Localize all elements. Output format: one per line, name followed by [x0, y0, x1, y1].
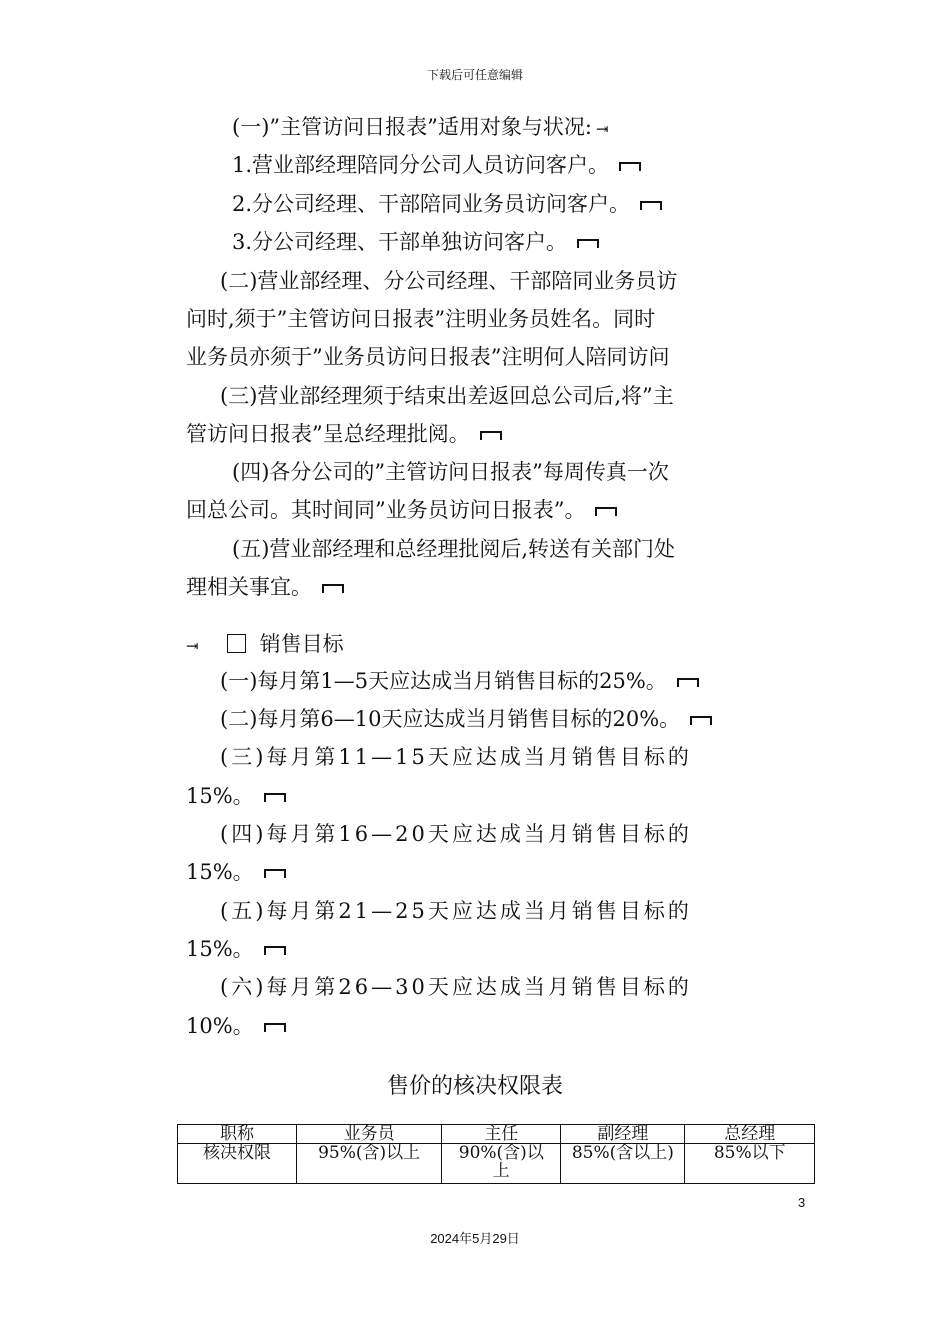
paragraph-mark-icon — [322, 584, 344, 593]
row-cell: 90%(含)以上 — [442, 1144, 561, 1184]
para2-line1: (二)营业部经理、分公司经理、干部陪同业务员访 — [220, 269, 678, 293]
para1-item3-text: 3.分公司经理、干部单独访问客户。 — [232, 230, 568, 254]
para2-line3: 业务员亦须于”业务员访问日报表”注明何人陪同访问 — [186, 345, 670, 369]
target-5-line2-text: 15%。 — [186, 937, 254, 961]
target-4-line2 — [186, 860, 286, 884]
para2-line2: 问时,须于”主管访问日报表”注明业务员姓名。同时 — [186, 307, 656, 331]
target-5-line1: (五)每月第21—25天应达成当月销售目标的 — [220, 899, 692, 923]
paragraph-mark-icon — [480, 431, 502, 440]
paragraph-mark-icon — [264, 869, 286, 878]
paragraph-mark-icon — [577, 239, 599, 248]
header-cell: 职称 — [178, 1125, 297, 1144]
para5-line2-text: 理相关事宜。 — [186, 575, 312, 599]
paragraph-mark-icon — [264, 946, 286, 955]
section-title: 销售目标 — [259, 632, 344, 656]
section-heading — [186, 632, 344, 658]
paragraph-mark-icon — [640, 201, 662, 210]
paragraph-mark-icon — [677, 678, 699, 687]
authority-table — [177, 1124, 815, 1184]
target-5-line2 — [186, 937, 286, 961]
para1-item2 — [232, 192, 662, 216]
target-1-text: (一)每月第1—5天应达成当月销售目标的25%。 — [220, 669, 667, 693]
target-3-line2 — [186, 784, 286, 808]
target-2 — [220, 707, 712, 731]
table-row — [178, 1144, 815, 1184]
paragraph-mark-icon — [690, 716, 712, 725]
target-4-line1: (四)每月第16—20天应达成当月销售目标的 — [220, 822, 692, 846]
target-2-text: (二)每月第6—10天应达成当月销售目标的20%。 — [220, 707, 681, 731]
para4-line1: (四)各分公司的”主管访问日报表”每周传真一次 — [232, 460, 669, 484]
table-header-row — [178, 1125, 815, 1144]
para4-line2 — [186, 498, 617, 522]
target-3-line2-text: 15%。 — [186, 784, 254, 808]
header-cell: 总经理 — [685, 1125, 815, 1144]
header-cell: 副经理 — [561, 1125, 685, 1144]
table-title: 售价的核决权限表 — [386, 1074, 563, 1099]
paragraph-mark-icon — [264, 1023, 286, 1032]
para4-line2-text: 回总公司。其时间同”业务员访问日报表”。 — [186, 498, 586, 522]
row-cell: 核决权限 — [178, 1144, 297, 1184]
para5-line2 — [186, 575, 344, 599]
para1-item1-text: 1.营业部经理陪同分公司人员访问客户。 — [232, 153, 610, 177]
paragraph-mark-icon — [595, 507, 617, 516]
tab-mark-icon: ⇥ — [595, 120, 609, 138]
target-6-line1: (六)每月第26—30天应达成当月销售目标的 — [220, 975, 692, 999]
para3-line2 — [186, 422, 502, 446]
target-6-line2 — [186, 1014, 286, 1038]
para1-item2-text: 2.分公司经理、干部陪同业务员访问客户。 — [232, 192, 631, 216]
para1-item1 — [232, 153, 641, 177]
target-6-line2-text: 10%。 — [186, 1014, 254, 1038]
page-number: 3 — [798, 1195, 806, 1210]
para1-line1 — [232, 115, 609, 141]
row-cell: 85%(含以上) — [561, 1144, 685, 1184]
header-cell: 主任 — [442, 1125, 561, 1144]
target-4-line2-text: 15%。 — [186, 860, 254, 884]
paragraph-mark-icon — [264, 793, 286, 802]
para1-item3 — [232, 230, 599, 254]
target-1 — [220, 669, 699, 693]
checkbox-square-icon — [227, 634, 246, 653]
para5-line1: (五)营业部经理和总经理批阅后,转送有关部门处 — [232, 537, 676, 561]
header-note: 下载后可任意编辑 — [426, 68, 523, 82]
para3-line2-text: 管访问日报表”呈总经理批阅。 — [186, 422, 470, 446]
row-cell: 95%(含)以上 — [296, 1144, 441, 1184]
footer-date: 2024年5月29日 — [430, 1231, 520, 1246]
row-cell: 85%以下 — [685, 1144, 815, 1184]
target-3-line1: (三)每月第11—15天应达成当月销售目标的 — [220, 745, 692, 769]
para1-line1-text: (一)”主管访问日报表”适用对象与状况: — [232, 115, 592, 139]
para3-line1: (三)营业部经理须于结束出差返回总公司后,将”主 — [220, 384, 674, 408]
tab-mark-icon: ⇥ — [186, 637, 199, 655]
paragraph-mark-icon — [619, 162, 641, 171]
header-cell: 业务员 — [296, 1125, 441, 1144]
